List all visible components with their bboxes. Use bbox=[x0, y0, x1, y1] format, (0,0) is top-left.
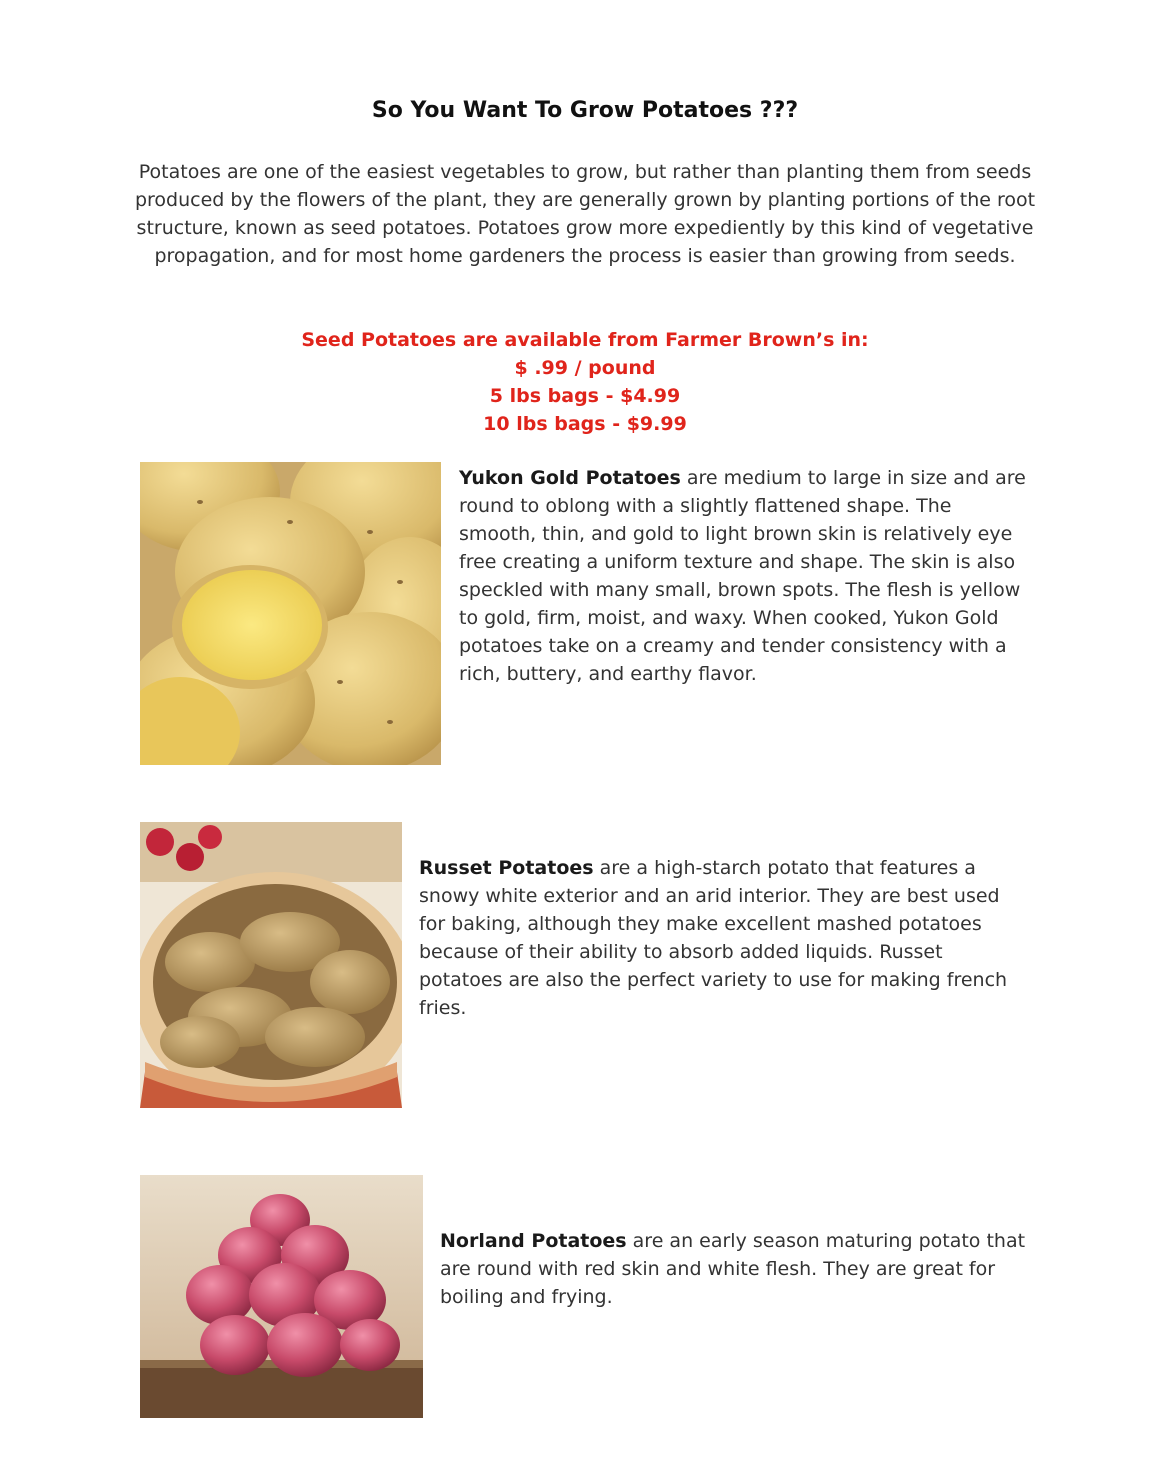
norland-text: are an early season maturing potato that are round with red skin and white flesh. They are great for boiling and frying. bbox=[440, 1230, 1026, 1308]
russet-name: Russet Potatoes bbox=[419, 857, 594, 879]
russet-potatoes-photo bbox=[140, 822, 402, 1108]
yukon-gold-text: are medium to large in size and are round to oblong with a slightly flattened shape. The smooth, thin, and gold to light brown skin is relatively eye free creating a uniform texture and shape. The skin is also speckled with many small, brown spots. The flesh is yellow to gold, firm, moist, and waxy. When cooked, Yukon Gold potatoes take on a creamy and tender consistency with a rich, buttery, and earthy flavor. bbox=[459, 467, 1026, 685]
offer-headline: Seed Potatoes are available from Farmer Brown’s in: bbox=[301, 329, 869, 351]
russet-text: are a high-starch potato that features a snowy white exterior and an arid interior. They are best used for baking, although they make excellent mashed potatoes because of their ability to absorb added liquids. Russet potatoes are also the perfect variety to use for making french fries. bbox=[419, 857, 1008, 1019]
yukon-gold-potatoes-photo bbox=[140, 462, 441, 765]
offer-price-per-pound: $ .99 / pound bbox=[514, 357, 656, 379]
seed-potato-offer bbox=[0, 326, 1170, 438]
intro-paragraph: Potatoes are one of the easiest vegetables to grow, but rather than planting them from seeds produced by the flowers of the plant, they are generally grown by planting portions of the root structure, known as seed potatoes. Potatoes grow more expediently by this kind of vegetative propagation, and for most home gardeners the process is easier than growing from seeds. bbox=[134, 161, 1036, 267]
norland-potatoes-photo bbox=[140, 1175, 423, 1418]
norland-name: Norland Potatoes bbox=[440, 1230, 627, 1252]
offer-price-10lb: 10 lbs bags - $9.99 bbox=[483, 413, 687, 435]
norland-description bbox=[440, 1227, 1030, 1311]
yukon-gold-description bbox=[459, 464, 1034, 688]
offer-price-5lb: 5 lbs bags - $4.99 bbox=[489, 385, 681, 407]
page-title: So You Want To Grow Potatoes ??? bbox=[371, 98, 799, 123]
yukon-gold-name: Yukon Gold Potatoes bbox=[459, 467, 681, 489]
russet-description bbox=[419, 854, 1019, 1022]
